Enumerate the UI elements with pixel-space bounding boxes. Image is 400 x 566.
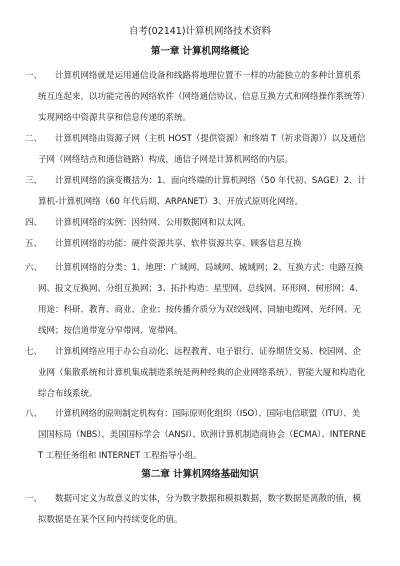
item-marker: 二、: [25, 134, 43, 144]
document-title: 自考(02141)计算机网络技术资料: [128, 26, 272, 37]
item-text: 计算机网络由资源子网（主机 HOST（提供资源）和终端 T（祈求资源））以及通信子网（网络结点和通信链路）构成，通信子网是计算机网络的内层。: [38, 134, 366, 165]
item-marker: 四、: [25, 218, 43, 228]
item-text: 计算机网络的分类：1、地理：广域网、局域网、城域网；2、互换方式：电路互换网、报文互换网、分组互换网；3、拓扑构造：星型网、总线网、环形网、树形网；4、用途：科研、教育、商业、企业；按传播介质分为双绞线网、同轴电缆网、光纤网、无线网；按信道带宽分窄带网、宽带网。: [38, 263, 364, 336]
item-text: 计算机网络的原则制定机构有：国际原则化组织（ISO）、国际电信联盟（ITU）、美国国标局（NBS）、美国国标学会（ANSI）、欧洲计算机制造商协会（ECMA）、INTERNET 工程任务组和 INTERNET 工程指导小组。: [38, 409, 367, 461]
item-text: 数据可定义为故意义的实体，分为数字数据和模拟数据，数字数据是离散的值，模拟数据是在某个区间内持续变化的值。: [38, 494, 362, 525]
item-text: 计算机网络的演变概括为：1、面向终端的计算机网络（50 年代初、SAGE）2、计算机-计算机网络（60 年代后期、ARPANET）3、开放式原则化网络。: [38, 176, 367, 207]
item-marker: 五、: [25, 239, 43, 249]
item-marker: 三、: [25, 176, 43, 186]
item-marker: 一、: [25, 71, 43, 81]
chapter-1-title: 第一章 计算机网络概论: [150, 46, 250, 57]
item-marker: 六、: [25, 263, 43, 273]
item-marker: 八、: [25, 409, 43, 419]
chapter-2-title: 第二章 计算机网络基础知识: [141, 469, 259, 480]
item-text: 计算机网络应用于办公自动化、远程教育、电子银行、证券期货交易、校园网、企业网（集散系统和计算机集成制造系统是两种经典的企业网络系统）、智能大厦和构造化综合布线系统。: [38, 347, 366, 399]
item-marker: 七、: [25, 347, 43, 357]
item-text: 计算机网络的功能：硬件资源共享、软件资源共享、顾客信息互换: [55, 239, 302, 249]
item-text: 计算机网络的实例：因特网、公用数据网和以太网。: [55, 218, 251, 228]
item-marker: 一、: [25, 494, 43, 504]
item-text: 计算机网络就是运用通信设备和线路将地理位置不一样的功能独立的多种计算机系统互连起来，以功能完善的网络软件（网络通信协议、信息互换方式和网络操作系统等）实现网络中资源共享和信息传递的系统。: [38, 71, 366, 123]
